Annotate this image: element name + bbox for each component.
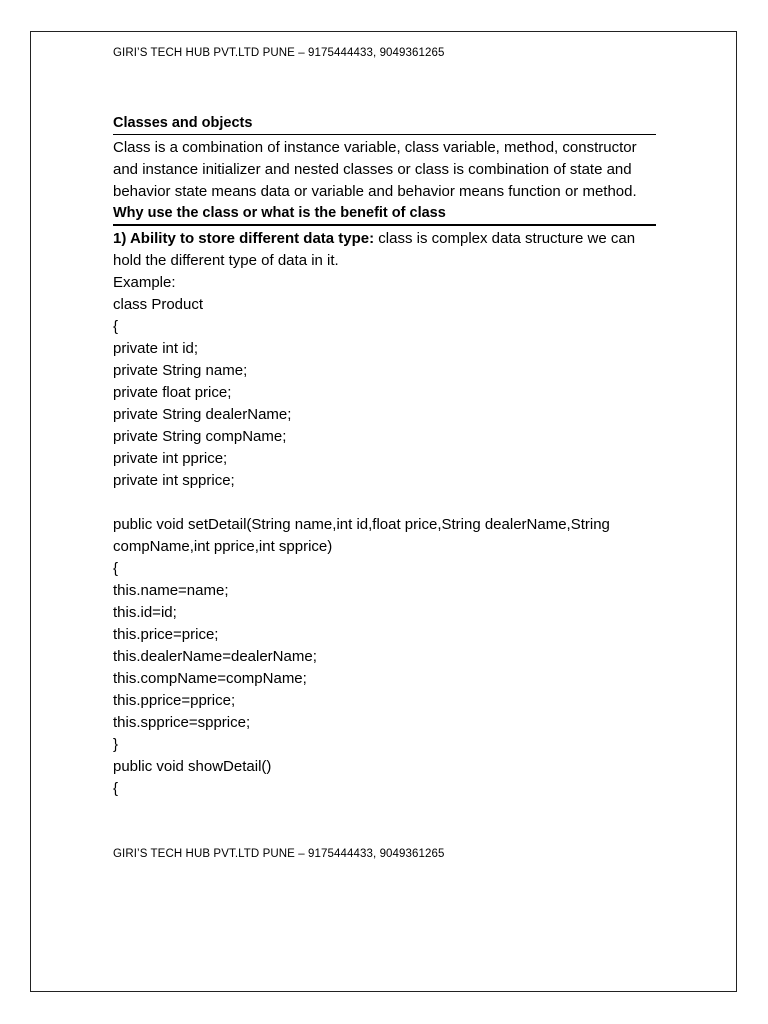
code-line xyxy=(113,492,656,514)
page-header: GIRI’S TECH HUB PVT.LTD PUNE – 9175444433, 9049361265 xyxy=(113,47,445,59)
code-line: { xyxy=(113,780,119,797)
code-line: public void showDetail() xyxy=(113,758,272,775)
code-line: class Product xyxy=(113,296,204,313)
code-line: private float price; xyxy=(113,384,232,401)
benefits-content xyxy=(113,228,656,800)
section-heading-benefits: Why use the class or what is the benefit of class xyxy=(113,203,656,226)
code-line: private String name; xyxy=(113,362,248,379)
code-line: Example: xyxy=(113,274,176,291)
point-1-text: class is complex data structure we can hold the different type of data in it. xyxy=(113,230,636,269)
document-body xyxy=(113,113,656,800)
code-line: this.name=name; xyxy=(113,582,229,599)
code-line: private int spprice; xyxy=(113,472,235,489)
code-line: this.compName=compName; xyxy=(113,670,307,687)
code-line: private int pprice; xyxy=(113,450,228,467)
code-line: this.id=id; xyxy=(113,604,177,621)
point-1-title: 1) Ability to store different data type: xyxy=(113,230,375,247)
code-line: { xyxy=(113,318,119,335)
classes-paragraph: Class is a combination of instance variable, class variable, method, constructor and instance initializer and nested classes or class is combination of state and behavior state means data or variable and behavior means function or method. xyxy=(113,139,637,200)
code-line: { xyxy=(113,560,119,577)
code-line: this.price=price; xyxy=(113,626,219,643)
code-line: private String compName; xyxy=(113,428,287,445)
code-line: private int id; xyxy=(113,340,199,357)
code-line: private String dealerName; xyxy=(113,406,292,423)
page-footer: GIRI’S TECH HUB PVT.LTD PUNE – 9175444433, 9049361265 xyxy=(113,848,445,860)
code-line: public void setDetail(String name,int id,float price,String dealerName,String compName,int pprice,int spprice) xyxy=(113,516,610,555)
code-line: this.dealerName=dealerName; xyxy=(113,648,317,665)
code-line: } xyxy=(113,736,119,753)
code-line: this.spprice=spprice; xyxy=(113,714,251,731)
point-1 xyxy=(113,228,656,272)
code-line: this.pprice=pprice; xyxy=(113,692,236,709)
section-heading-classes: Classes and objects xyxy=(113,113,656,135)
code-block xyxy=(113,272,656,800)
